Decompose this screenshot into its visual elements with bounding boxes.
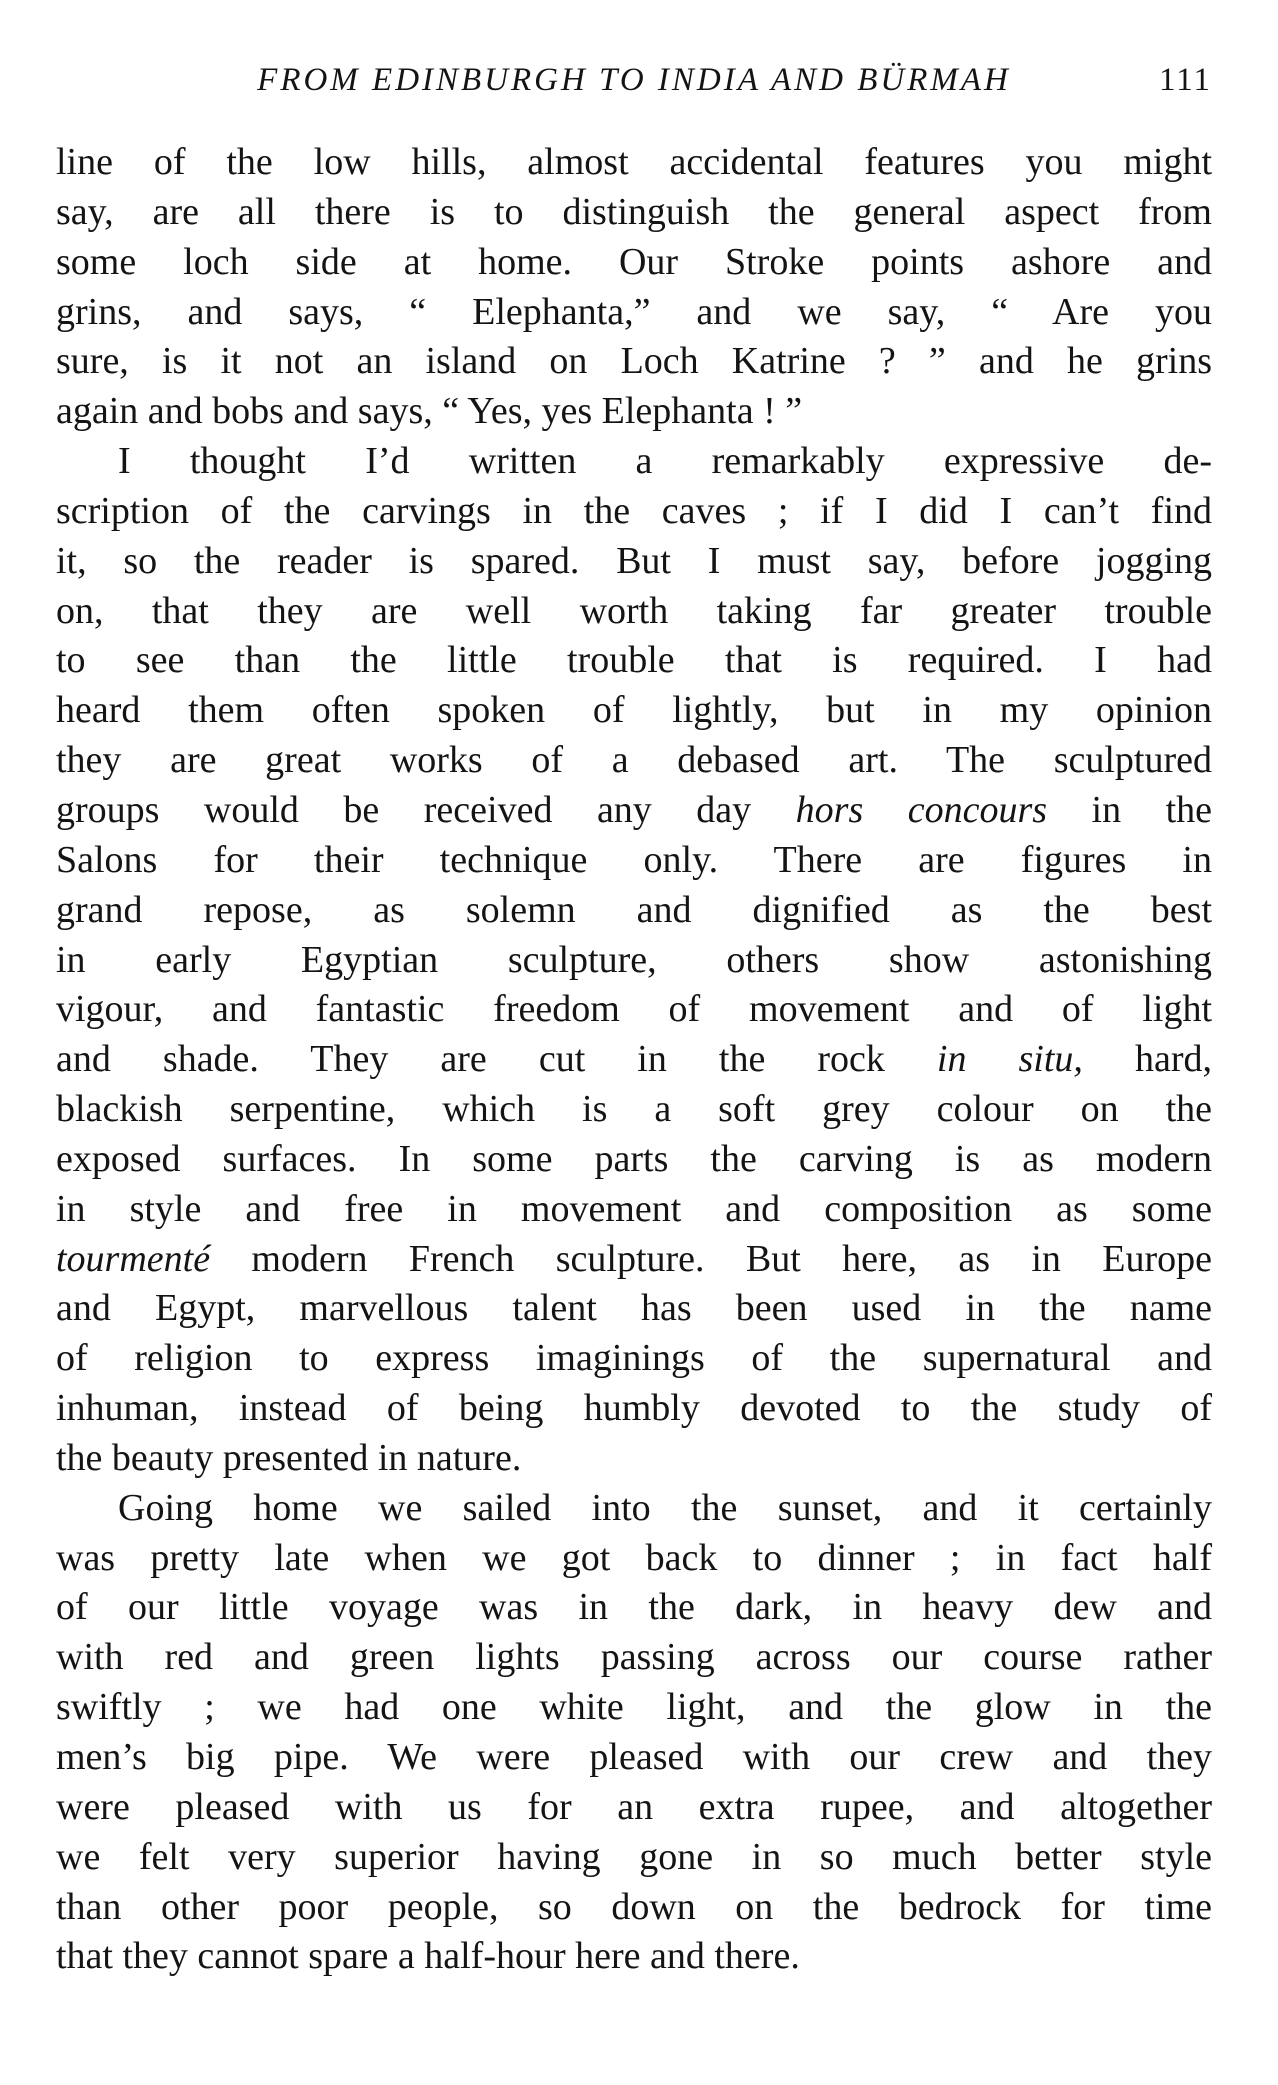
text-line [56, 1334, 1212, 1384]
text-line [56, 1384, 1212, 1434]
paragraph [56, 1484, 1212, 1982]
text-line [56, 537, 1212, 587]
text-run: it, so the reader is spared. But I must say, before jogging [56, 539, 1212, 582]
text-run: and Egypt, marvellous talent has been used in the name [56, 1287, 1212, 1330]
text-line [56, 1135, 1212, 1185]
text-run: the beauty presented in nature. [56, 1436, 522, 1479]
text-line [56, 786, 1212, 836]
text-run: scription of the carvings in the caves ; if I did I can’t find [56, 489, 1212, 532]
text-run: sure, is it not an island on Loch Katrine ? ” and he grins [56, 340, 1212, 383]
text-run: in style and free in movement and composition as some [56, 1187, 1212, 1230]
text-run: than other poor people, so down on the bedrock for time [56, 1885, 1212, 1928]
text-run: to see than the little trouble that is required. I had [56, 639, 1212, 682]
text-run: blackish serpentine, which is a soft grey colour on the [56, 1088, 1212, 1131]
paragraph [56, 138, 1212, 437]
text-run: grins, and says, “ Elephanta,” and we say, “ Are you [56, 290, 1212, 333]
text-run: line of the low hills, almost accidental features you might [56, 141, 1212, 183]
text-line [56, 387, 1212, 437]
text-run: that they cannot spare a half-hour here and there. [56, 1935, 800, 1978]
text-line [56, 985, 1212, 1035]
text-run: and shade. They are cut in the rock [56, 1038, 937, 1081]
text-line [56, 736, 1212, 786]
text-line [56, 1683, 1212, 1733]
text-run: inhuman, instead of being humbly devoted to the study of [56, 1387, 1212, 1430]
text-line [56, 1783, 1212, 1833]
italic-phrase: tourmenté [56, 1237, 211, 1280]
text-run: hard, [1082, 1038, 1212, 1081]
text-line [56, 337, 1212, 387]
page-number: 111 [1158, 62, 1212, 98]
text-line [56, 1035, 1212, 1085]
text-line [56, 1583, 1212, 1633]
text-line [56, 1434, 1212, 1484]
running-head [56, 62, 1212, 106]
text-line [56, 437, 1212, 487]
text-run: was pretty late when we got back to dinner ; in fact half [56, 1536, 1212, 1579]
text-run: exposed surfaces. In some parts the carving is as modern [56, 1137, 1212, 1180]
text-line [56, 936, 1212, 986]
text-line [56, 1733, 1212, 1783]
italic-phrase: in situ, [936, 1038, 1083, 1081]
text-line [56, 1484, 1212, 1534]
text-run: heard them often spoken of lightly, but in my opinion [56, 689, 1212, 732]
text-line [56, 1534, 1212, 1584]
text-run: in early Egyptian sculpture, others show astonishing [56, 938, 1212, 981]
text-line [56, 587, 1212, 637]
text-run: on, that they are well worth taking far greater trouble [56, 589, 1212, 632]
body-text [56, 138, 1212, 1982]
text-line [56, 686, 1212, 736]
text-run: groups would be received any day [56, 788, 796, 831]
text-run: swiftly ; we had one white light, and the glow in the [56, 1686, 1212, 1729]
text-run: grand repose, as solemn and dignified as the best [56, 888, 1212, 931]
text-line [56, 487, 1212, 537]
text-line [56, 1833, 1212, 1883]
text-run: of our little voyage was in the dark, in heavy dew and [56, 1586, 1212, 1629]
text-run: they are great works of a debased art. The sculptured [56, 739, 1212, 782]
text-line [56, 636, 1212, 686]
paragraph [56, 437, 1212, 1484]
text-line [56, 1085, 1212, 1135]
text-line [56, 1185, 1212, 1235]
text-line [56, 1235, 1212, 1285]
text-line [56, 1284, 1212, 1334]
text-run: we felt very superior having gone in so much better style [56, 1835, 1212, 1878]
text-line [56, 1883, 1212, 1933]
text-run: modern French sculpture. But here, as in Europe [210, 1237, 1212, 1280]
italic-phrase: hors concours [795, 788, 1048, 831]
text-line [56, 138, 1212, 188]
text-run: with red and green lights passing across our course rather [56, 1636, 1212, 1679]
text-run: of religion to express imaginings of the supernatural and [56, 1337, 1212, 1380]
text-run: I thought I’d written a remarkably expressive de- [118, 440, 1212, 483]
text-line [56, 836, 1212, 886]
text-line [56, 188, 1212, 238]
text-run: men’s big pipe. We were pleased with our crew and they [56, 1736, 1212, 1778]
text-run: vigour, and fantastic freedom of movement and of light [56, 988, 1212, 1031]
text-run: some loch side at home. Our Stroke points ashore and [56, 240, 1212, 283]
text-line [56, 886, 1212, 936]
text-run: again and bobs and says, “ Yes, yes Elephanta ! ” [56, 390, 803, 433]
text-line [56, 1633, 1212, 1683]
text-line [56, 1932, 1212, 1982]
text-run: Salons for their technique only. There are figures in [56, 838, 1212, 881]
running-title: FROM EDINBURGH TO INDIA AND BÜRMAH [257, 62, 1011, 98]
text-run: say, are all there is to distinguish the general aspect from [56, 190, 1212, 233]
text-line [56, 238, 1212, 288]
text-run: in the [1047, 788, 1212, 831]
text-run: were pleased with us for an extra rupee, and altogether [56, 1785, 1212, 1828]
text-run: Going home we sailed into the sunset, and it certainly [118, 1486, 1212, 1529]
text-line [56, 288, 1212, 338]
